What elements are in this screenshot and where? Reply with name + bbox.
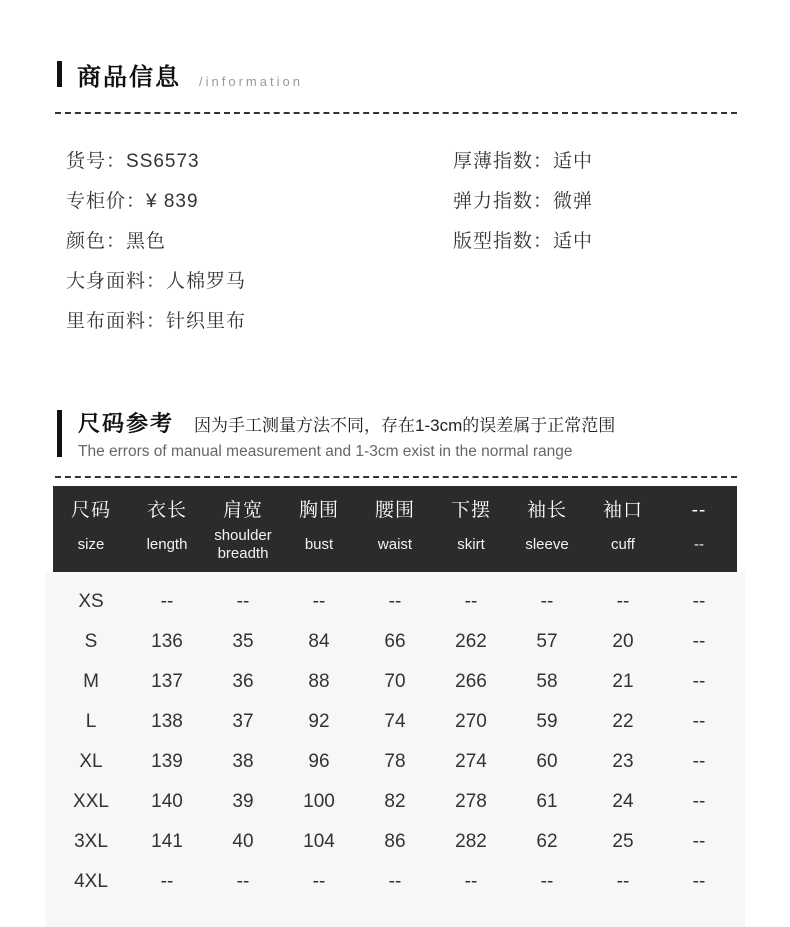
attribute-value: 针织里布 bbox=[166, 311, 247, 332]
measurement-note-en: The errors of manual measurement and 1-3cm exist in the normal range bbox=[78, 443, 573, 460]
table-row bbox=[53, 822, 737, 862]
table-row bbox=[53, 582, 737, 622]
table-cell: -- bbox=[388, 591, 402, 612]
column-label-cn: 尺码 bbox=[70, 500, 111, 521]
column-label-cn: 肩宽 bbox=[222, 500, 263, 521]
product-attribute bbox=[66, 271, 453, 293]
table-row bbox=[53, 662, 737, 702]
section-accent-bar bbox=[57, 61, 62, 87]
product-attribute bbox=[66, 231, 453, 253]
section-title: 商品信息 bbox=[77, 63, 181, 91]
table-column-header bbox=[281, 496, 357, 564]
table-cell: 35 bbox=[232, 631, 254, 652]
table-cell: -- bbox=[464, 591, 478, 612]
attribute-label: 专柜价： bbox=[66, 191, 147, 212]
size-label-cell: XS bbox=[78, 591, 104, 612]
attribute-value: ¥ 839 bbox=[146, 191, 199, 212]
column-label-en: -- bbox=[694, 536, 704, 553]
product-attribute bbox=[66, 311, 453, 333]
table-cell: 138 bbox=[151, 711, 183, 732]
column-label-cn: 腰围 bbox=[374, 500, 415, 521]
table-column-header bbox=[205, 496, 281, 564]
product-info-section bbox=[0, 0, 790, 351]
attribute-value: 适中 bbox=[553, 151, 594, 172]
attribute-label: 厚薄指数： bbox=[453, 151, 554, 172]
table-cell: 278 bbox=[455, 791, 487, 812]
table-cell: 140 bbox=[151, 791, 183, 812]
table-cell: 74 bbox=[384, 711, 406, 732]
table-cell: -- bbox=[312, 871, 326, 892]
size-label-cell: L bbox=[85, 711, 97, 732]
table-column-header bbox=[53, 496, 129, 564]
product-attributes-right bbox=[453, 151, 593, 351]
section-subtitle: /information bbox=[199, 74, 303, 89]
table-cell: 270 bbox=[455, 711, 487, 732]
table-cell: 100 bbox=[303, 791, 335, 812]
attribute-value: SS6573 bbox=[126, 151, 200, 172]
table-cell: 266 bbox=[455, 671, 487, 692]
table-column-header bbox=[129, 496, 205, 564]
table-cell: -- bbox=[160, 591, 174, 612]
column-label-en: length bbox=[146, 536, 188, 553]
table-cell: -- bbox=[692, 591, 706, 612]
column-label-cn: 袖长 bbox=[526, 500, 567, 521]
size-table-header bbox=[53, 486, 737, 572]
table-cell: 70 bbox=[384, 671, 406, 692]
table-cell: 23 bbox=[612, 751, 634, 772]
table-cell: -- bbox=[236, 871, 250, 892]
table-cell: 141 bbox=[151, 831, 183, 852]
table-cell: -- bbox=[692, 671, 706, 692]
column-label-en: shoulder breadth bbox=[214, 527, 272, 562]
table-cell: 60 bbox=[536, 751, 558, 772]
attribute-value: 人棉罗马 bbox=[166, 271, 247, 292]
product-attribute bbox=[453, 191, 593, 213]
table-cell: 136 bbox=[151, 631, 183, 652]
table-cell: -- bbox=[692, 831, 706, 852]
table-cell: -- bbox=[540, 871, 554, 892]
table-cell: -- bbox=[692, 791, 706, 812]
table-cell: 96 bbox=[308, 751, 330, 772]
size-label-cell: 4XL bbox=[74, 871, 108, 892]
table-cell: -- bbox=[692, 711, 706, 732]
table-row bbox=[53, 742, 737, 782]
table-cell: 78 bbox=[384, 751, 406, 772]
table-cell: 25 bbox=[612, 831, 634, 852]
column-label-en: waist bbox=[377, 536, 413, 553]
table-cell: 262 bbox=[455, 631, 487, 652]
table-cell: -- bbox=[388, 871, 402, 892]
table-row bbox=[53, 862, 737, 902]
table-cell: -- bbox=[692, 751, 706, 772]
size-label-cell: 3XL bbox=[74, 831, 108, 852]
table-cell: 88 bbox=[308, 671, 330, 692]
product-attribute bbox=[453, 231, 593, 253]
table-cell: -- bbox=[616, 871, 630, 892]
size-label-cell: M bbox=[83, 671, 99, 692]
table-cell: 139 bbox=[151, 751, 183, 772]
section-title: 尺码参考 bbox=[78, 411, 175, 436]
table-column-header bbox=[661, 496, 737, 564]
table-column-header bbox=[509, 496, 585, 564]
table-cell: -- bbox=[692, 871, 706, 892]
table-cell: -- bbox=[540, 591, 554, 612]
table-cell: 92 bbox=[308, 711, 330, 732]
column-label-cn: 袖口 bbox=[602, 500, 643, 521]
column-label-en: size bbox=[77, 536, 105, 553]
table-cell: 39 bbox=[232, 791, 254, 812]
table-cell: -- bbox=[160, 871, 174, 892]
table-row bbox=[53, 702, 737, 742]
attribute-label: 弹力指数： bbox=[453, 191, 554, 212]
attribute-value: 黑色 bbox=[126, 231, 167, 252]
column-label-cn: 胸围 bbox=[298, 500, 339, 521]
column-label-cn: 下摆 bbox=[450, 500, 491, 521]
table-cell: 137 bbox=[151, 671, 183, 692]
table-cell: 38 bbox=[232, 751, 254, 772]
size-reference-header bbox=[0, 407, 790, 461]
column-label-cn: -- bbox=[691, 500, 707, 521]
table-cell: -- bbox=[616, 591, 630, 612]
product-attributes bbox=[0, 114, 790, 351]
measurement-note-cn: 因为手工测量方法不同，存在1-3cm的误差属于正常范围 bbox=[194, 416, 616, 435]
size-label-cell: XL bbox=[79, 751, 103, 772]
table-cell: -- bbox=[236, 591, 250, 612]
table-cell: 82 bbox=[384, 791, 406, 812]
product-info-header bbox=[0, 0, 790, 90]
table-cell: 62 bbox=[536, 831, 558, 852]
table-column-header bbox=[357, 496, 433, 564]
product-attribute bbox=[66, 191, 453, 213]
table-row bbox=[53, 622, 737, 662]
table-cell: 24 bbox=[612, 791, 634, 812]
dashed-divider bbox=[55, 476, 737, 478]
product-attribute bbox=[66, 151, 453, 173]
table-cell: 37 bbox=[232, 711, 254, 732]
table-row bbox=[53, 782, 737, 822]
attribute-label: 大身面料： bbox=[66, 271, 167, 292]
table-cell: -- bbox=[312, 591, 326, 612]
table-cell: 282 bbox=[455, 831, 487, 852]
table-column-header bbox=[585, 496, 661, 564]
attribute-value: 微弹 bbox=[553, 191, 594, 212]
size-reference-section bbox=[0, 407, 790, 927]
section-accent-bar bbox=[57, 410, 62, 457]
table-column-header bbox=[433, 496, 509, 564]
attribute-label: 里布面料： bbox=[66, 311, 167, 332]
attribute-value: 适中 bbox=[553, 231, 594, 252]
table-cell: 21 bbox=[612, 671, 634, 692]
product-attribute bbox=[453, 151, 593, 173]
table-cell: 86 bbox=[384, 831, 406, 852]
table-cell: 84 bbox=[308, 631, 330, 652]
table-cell: 36 bbox=[232, 671, 254, 692]
size-label-cell: S bbox=[84, 631, 98, 652]
table-cell: -- bbox=[692, 631, 706, 652]
table-cell: 20 bbox=[612, 631, 634, 652]
size-reference-header-text bbox=[78, 407, 615, 461]
attribute-label: 货号： bbox=[66, 151, 127, 172]
table-cell: 22 bbox=[612, 711, 634, 732]
table-cell: 40 bbox=[232, 831, 254, 852]
table-cell: 57 bbox=[536, 631, 558, 652]
column-label-en: bust bbox=[304, 536, 334, 553]
table-cell: 61 bbox=[536, 791, 558, 812]
size-table-body bbox=[45, 572, 745, 927]
table-cell: 66 bbox=[384, 631, 406, 652]
attribute-label: 颜色： bbox=[66, 231, 127, 252]
column-label-en: cuff bbox=[611, 536, 635, 553]
attribute-label: 版型指数： bbox=[453, 231, 554, 252]
product-attributes-left bbox=[66, 151, 453, 351]
table-cell: -- bbox=[464, 871, 478, 892]
column-label-en: skirt bbox=[457, 536, 485, 553]
table-cell: 104 bbox=[303, 831, 335, 852]
table-cell: 58 bbox=[536, 671, 558, 692]
table-cell: 274 bbox=[455, 751, 487, 772]
column-label-en: sleeve bbox=[525, 536, 569, 553]
column-label-cn: 衣长 bbox=[146, 500, 187, 521]
size-label-cell: XXL bbox=[73, 791, 109, 812]
table-cell: 59 bbox=[536, 711, 558, 732]
